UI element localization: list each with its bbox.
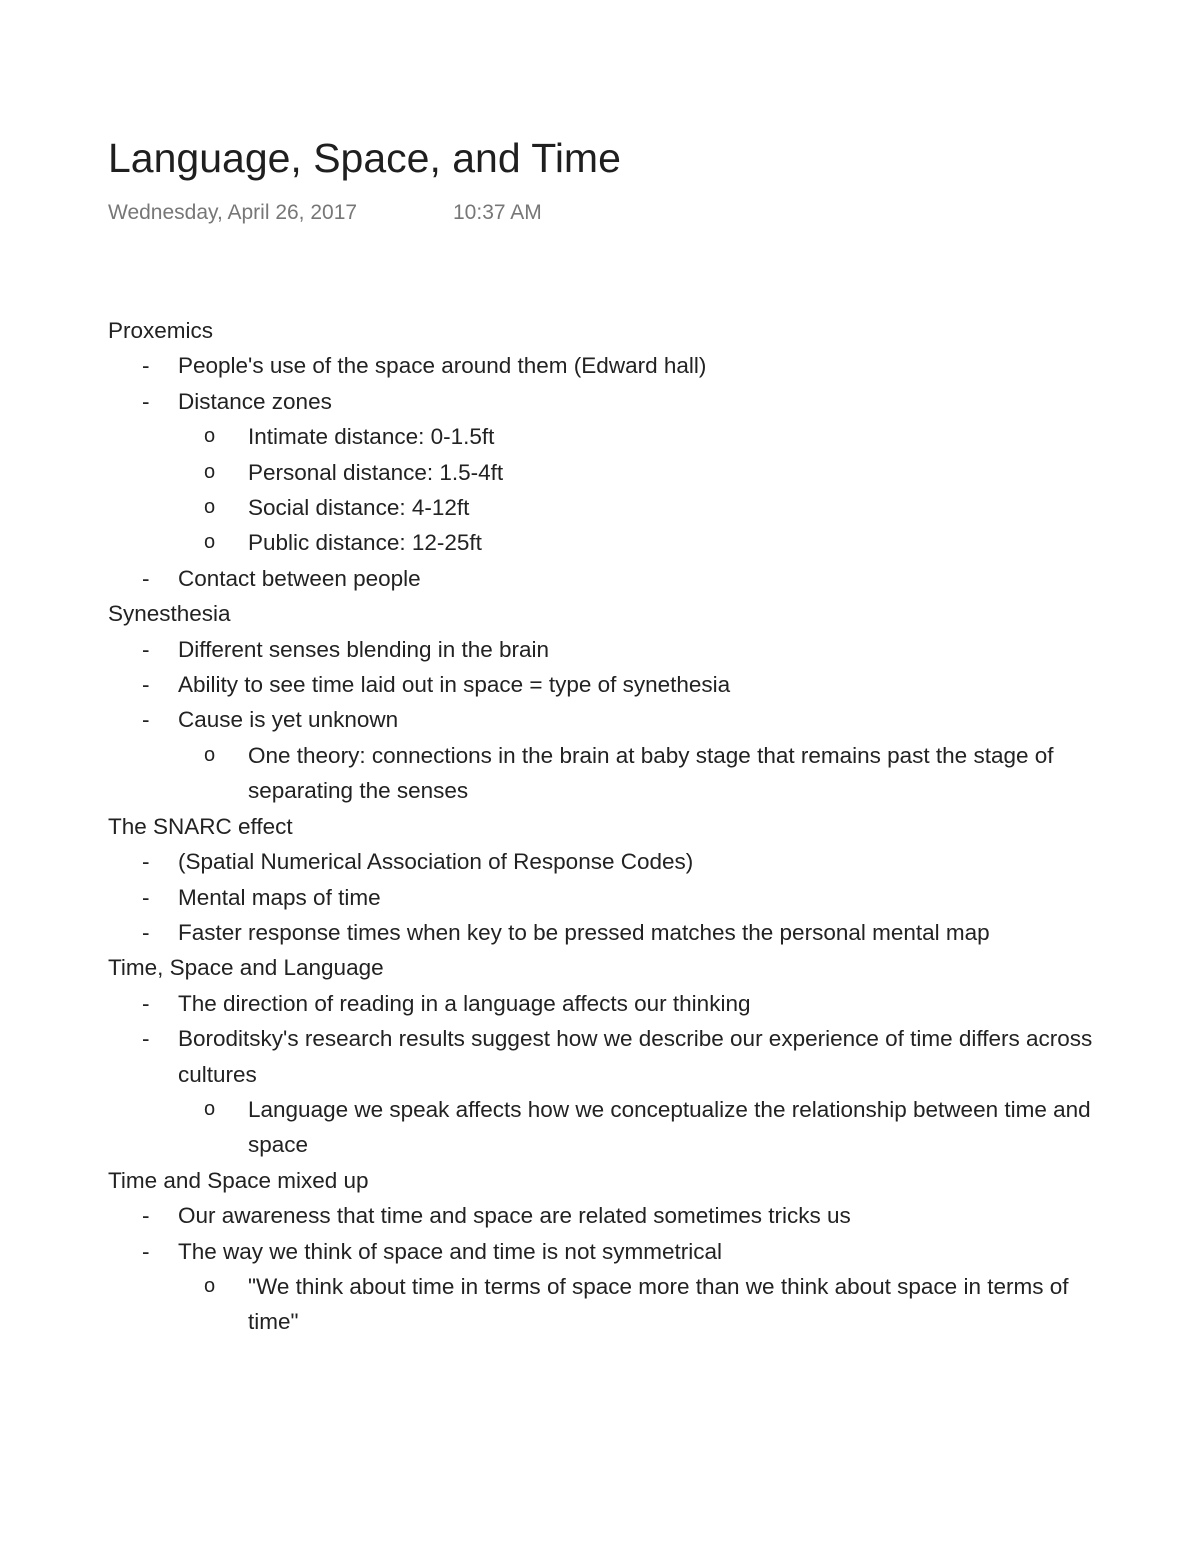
list-item xyxy=(108,1198,1118,1233)
dash-bullet-icon: - xyxy=(142,1203,150,1229)
list-item-text: Personal distance: 1.5-4ft xyxy=(248,459,504,485)
circle-bullet-icon: o xyxy=(204,743,216,766)
note-section xyxy=(108,809,1118,951)
list-item-text: Social distance: 4-12ft xyxy=(248,495,470,521)
circle-bullet-icon: o xyxy=(204,1274,216,1297)
sub-list-item xyxy=(108,455,1118,490)
list-item xyxy=(108,348,1118,383)
section-heading: The SNARC effect xyxy=(108,813,293,839)
list-item-text: One theory: connections in the brain at baby stage that remains past the stage of separating the senses xyxy=(248,742,1054,804)
note-section xyxy=(108,313,1118,596)
list-item-text: Boroditsky's research results suggest how we describe our experience of time differs across cultures xyxy=(178,1026,1093,1087)
dash-bullet-icon: - xyxy=(142,919,150,945)
list-item xyxy=(108,1021,1118,1092)
sub-list-item xyxy=(108,419,1118,454)
list-item xyxy=(108,844,1118,879)
list-item xyxy=(108,667,1118,702)
list-item-text: The way we think of space and time is not symmetrical xyxy=(178,1238,722,1264)
list-item xyxy=(108,986,1118,1021)
note-section xyxy=(108,1163,1118,1340)
notes-body xyxy=(108,313,1118,1340)
circle-bullet-icon: o xyxy=(204,496,216,519)
sub-list-item xyxy=(108,1269,1118,1340)
page-title: Language, Space, and Time xyxy=(108,135,621,181)
sub-list-item xyxy=(108,490,1118,525)
dash-bullet-icon: - xyxy=(142,884,150,910)
list-item xyxy=(108,384,1118,419)
sub-list-item xyxy=(108,1092,1118,1163)
dash-bullet-icon: - xyxy=(142,353,150,379)
list-item xyxy=(108,915,1118,950)
list-item-text: Different senses blending in the brain xyxy=(178,636,550,662)
list-item-text: Our awareness that time and space are related sometimes tricks us xyxy=(178,1203,851,1229)
note-section xyxy=(108,950,1118,1162)
dash-bullet-icon: - xyxy=(142,636,150,662)
section-heading: Time, Space and Language xyxy=(108,955,384,981)
list-item xyxy=(108,702,1118,737)
circle-bullet-icon: o xyxy=(204,531,216,554)
dash-bullet-icon: - xyxy=(142,672,150,698)
sub-list-item xyxy=(108,738,1118,809)
list-item xyxy=(108,880,1118,915)
list-item-text: Ability to see time laid out in space = type of synethesia xyxy=(178,672,731,698)
page-metadata xyxy=(108,198,542,228)
list-item-text: Mental maps of time xyxy=(178,884,381,910)
list-item-text: Faster response times when key to be pressed matches the personal mental map xyxy=(178,919,990,945)
list-item-text: (Spatial Numerical Association of Response Codes) xyxy=(178,849,694,875)
list-item-text: Distance zones xyxy=(178,388,332,414)
list-item-text: The direction of reading in a language affects our thinking xyxy=(178,990,751,1016)
circle-bullet-icon: o xyxy=(204,460,216,483)
sub-list-item xyxy=(108,525,1118,560)
list-item-text: People's use of the space around them (Edward hall) xyxy=(178,353,707,379)
list-item-text: Public distance: 12-25ft xyxy=(248,530,482,556)
section-heading: Time and Space mixed up xyxy=(108,1167,369,1193)
section-heading: Proxemics xyxy=(108,318,214,343)
dash-bullet-icon: - xyxy=(142,849,150,875)
page-date: Wednesday, April 26, 2017 xyxy=(108,201,358,224)
dash-bullet-icon: - xyxy=(142,388,150,414)
list-item xyxy=(108,632,1118,667)
list-item xyxy=(108,561,1118,596)
section-heading: Synesthesia xyxy=(108,601,231,627)
list-item-text: Cause is yet unknown xyxy=(178,707,399,733)
dash-bullet-icon: - xyxy=(142,707,150,733)
circle-bullet-icon: o xyxy=(204,1097,216,1120)
dash-bullet-icon: - xyxy=(142,565,150,591)
dash-bullet-icon: - xyxy=(142,1238,150,1264)
dash-bullet-icon: - xyxy=(142,990,150,1016)
list-item-text: Intimate distance: 0-1.5ft xyxy=(248,424,495,450)
list-item-text: Language we speak affects how we conceptualize the relationship between time and space xyxy=(248,1096,1091,1158)
list-item xyxy=(108,1234,1118,1269)
note-section xyxy=(108,596,1118,808)
circle-bullet-icon: o xyxy=(204,425,216,448)
list-item-text: "We think about time in terms of space more than we think about space in terms of time" xyxy=(248,1273,1069,1335)
list-item-text: Contact between people xyxy=(178,565,421,591)
page-time: 10:37 AM xyxy=(453,201,542,224)
dash-bullet-icon: - xyxy=(142,1026,150,1052)
